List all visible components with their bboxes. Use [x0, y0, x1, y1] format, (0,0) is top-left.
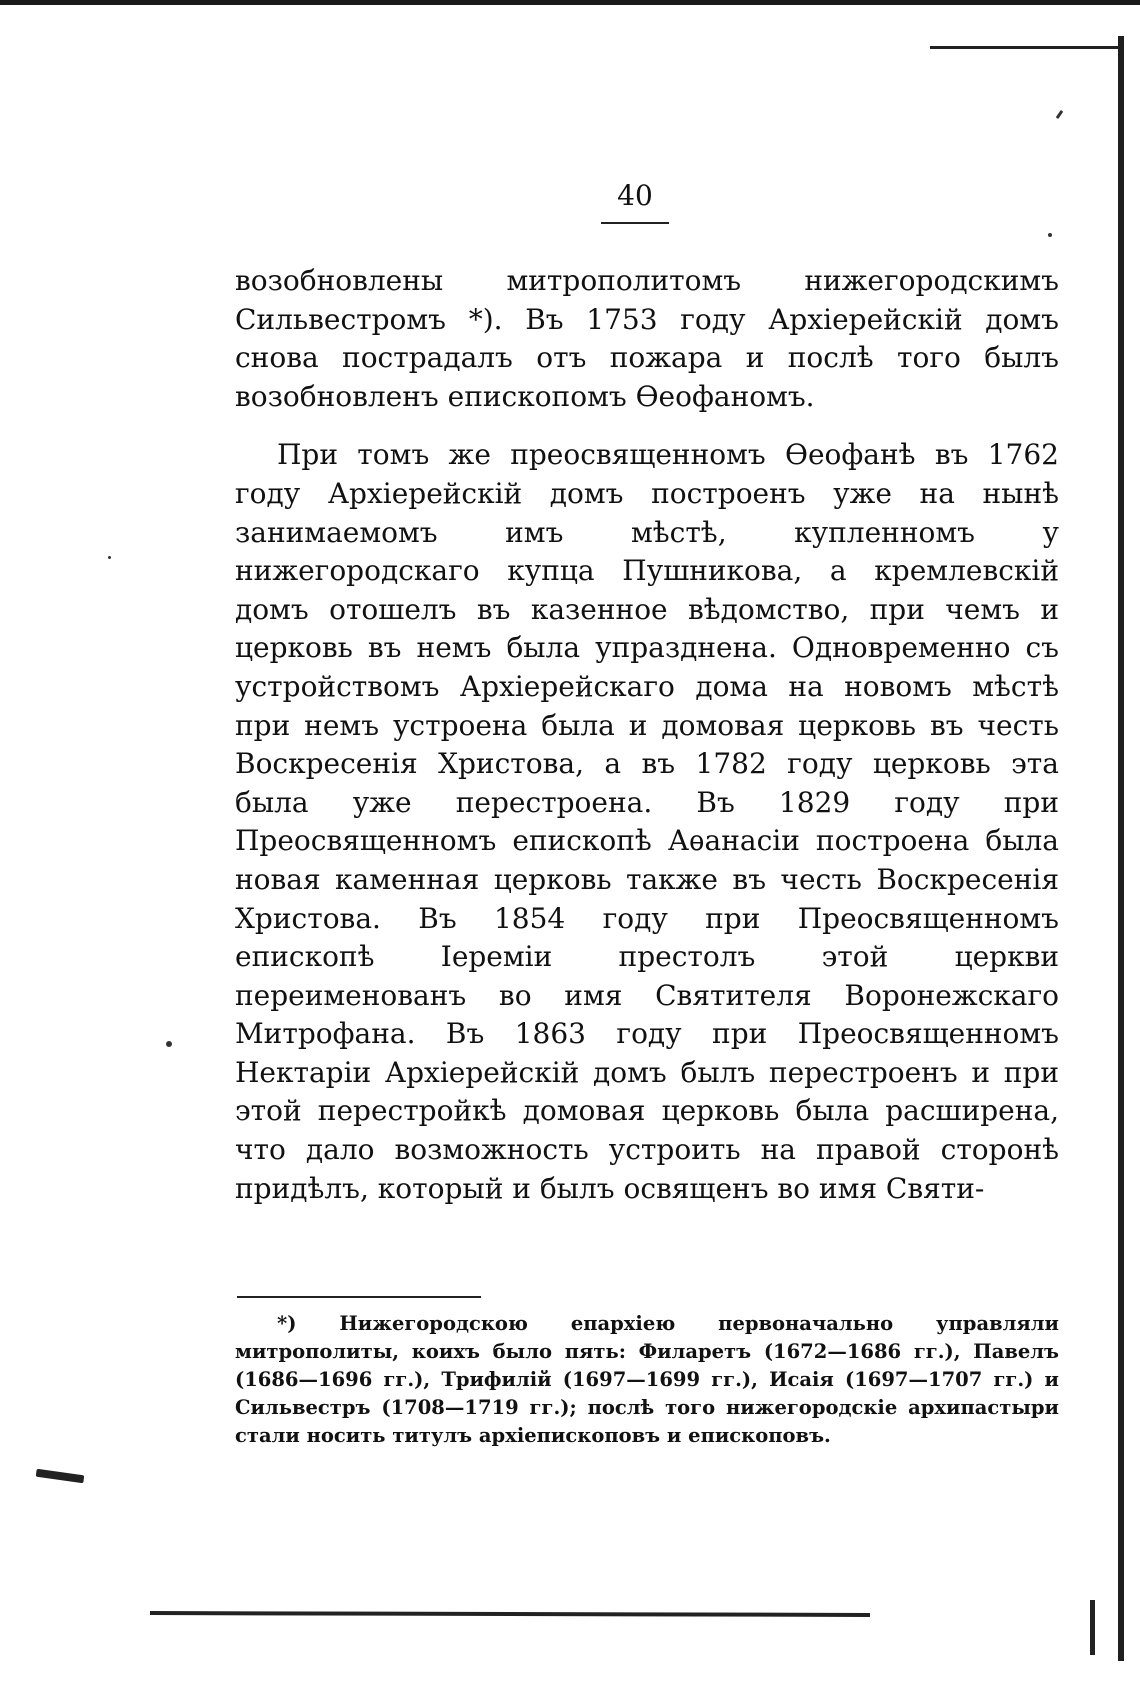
scan-edge-top	[0, 0, 1140, 5]
scan-speck	[108, 556, 111, 559]
scan-edge-right	[1118, 36, 1124, 1661]
scan-speck	[1048, 233, 1052, 237]
scan-edge-bottom-right	[1090, 1600, 1095, 1655]
scan-edge-bottom	[150, 1611, 870, 1617]
page-number: 40	[617, 179, 653, 212]
footnote: *) Нижегородскою епархiею первоначально управляли митрополиты, коихъ было пять: Филаретъ (1672—1686 гг.), Павелъ (1686—1696 гг.), Трифилiй (1697—1699 гг.), Исаiя (1697—1707 гг.) и Сильвестръ (1708—1719 гг.); послѣ того нижегородскiе архипастыри стали носить титулъ архiепископовъ и епископовъ.	[235, 1312, 1059, 1447]
scan-speck	[1056, 110, 1064, 119]
page-number-underline	[601, 222, 669, 224]
footnote-separator	[237, 1296, 481, 1298]
scan-smudge-left	[36, 1469, 85, 1484]
scan-speck	[166, 1041, 172, 1047]
body-text	[235, 262, 1059, 1208]
paragraph-1: возобновлены митрополитомъ нижегородскимъ Сильвестромъ *). Въ 1753 году Архiерейскiй домъ снова пострадалъ отъ пожара и послѣ того былъ возобновленъ епископомъ Ѳеофаномъ.	[235, 264, 1059, 413]
scan-edge-top-right	[930, 46, 1120, 49]
paragraph-2: При томъ же преосвященномъ Ѳеофанѣ въ 1762 году Архiерейскiй домъ построенъ уже на нынѣ занимаемомъ имъ мѣстѣ, купленномъ у нижегородскаго купца Пушникова, а кремлевскiй домъ отошелъ въ казенное вѣдомство, при чемъ и церковь въ немъ была упразднена. Одновременно съ устройствомъ Архiерейскаго дома на новомъ мѣстѣ при немъ устроена была и домовая церковь въ честь Воскресенiя Христова, а въ 1782 году церковь эта была уже перестроена. Въ 1829 году при Преосвященномъ епископѣ Аѳанасiи построена была новая каменная церковь также въ честь Воскресенiя Христова. Въ 1854 году при Преосвященномъ епископѣ Iеремiи престолъ этой церкви переименованъ во имя Святителя Воронежскаго Митрофана. Въ 1863 году при Преосвященномъ Нектарiи Архiерейскiй домъ былъ перестроенъ и при этой перестройкѣ домовая церковь была расширена, что дало возможность устроить на правой сторонѣ придѣлъ, который и былъ освященъ во имя Святи-	[235, 438, 1059, 1205]
